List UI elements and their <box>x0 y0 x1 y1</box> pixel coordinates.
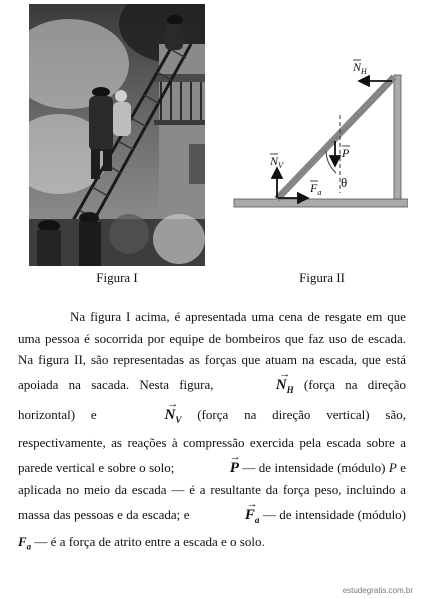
ladder <box>277 77 394 199</box>
figure-1-caption: Figura I <box>96 270 138 285</box>
text-part-2: (força na direção horizontal) e <box>18 376 406 423</box>
firefighter-rescue-photo <box>29 4 205 266</box>
text-part-4: — de intensidade (módulo) <box>242 459 386 475</box>
text-part-6: — de intensidade (módulo) <box>262 506 407 522</box>
p-magnitude: P <box>388 459 397 475</box>
wall <box>394 75 401 199</box>
ladder-force-diagram <box>232 55 408 211</box>
question-body <box>18 306 406 559</box>
fa-label: $F_a$ <box>310 181 322 197</box>
nh-label: $N_H$ <box>353 60 367 76</box>
p-label: P <box>342 146 350 160</box>
figure-2-caption: Figura II <box>299 270 345 285</box>
nv-label: $N_V$ <box>270 154 283 170</box>
ground <box>234 199 408 207</box>
text-part-5: e aplicada no meio da escada — é a resultante da força peso, incluindo a massa das pessoas e da escada; e <box>18 459 407 522</box>
vector-nh: → $N_H$ <box>224 371 294 402</box>
theta-label: θ <box>341 175 348 190</box>
fa-magnitude: $F_a$ <box>18 534 32 552</box>
text-part-7: — é a força de atrito entre a escada e o solo. <box>34 534 265 550</box>
text-part-3: (força na direção vertical) são, respectivamente, as reações à compressão exercida pela escada sobre a parede vertical e sobre o solo; <box>18 407 407 475</box>
vector-p: → P <box>178 454 239 480</box>
text-part-1: Na figura I acima, é apresentada uma cena de resgate em que uma pessoa é socorrida por equipe de bombeiros que faz uso de escada. Na figura II, são representadas as forças que atuam na escada, que está apoiada na sacada. Nesta figura, <box>18 309 406 392</box>
vector-nv: → $N_V$ <box>113 401 182 432</box>
vector-fa: → $F_a$ <box>193 501 260 532</box>
site-watermark: estudegratis.com.br <box>342 586 413 595</box>
